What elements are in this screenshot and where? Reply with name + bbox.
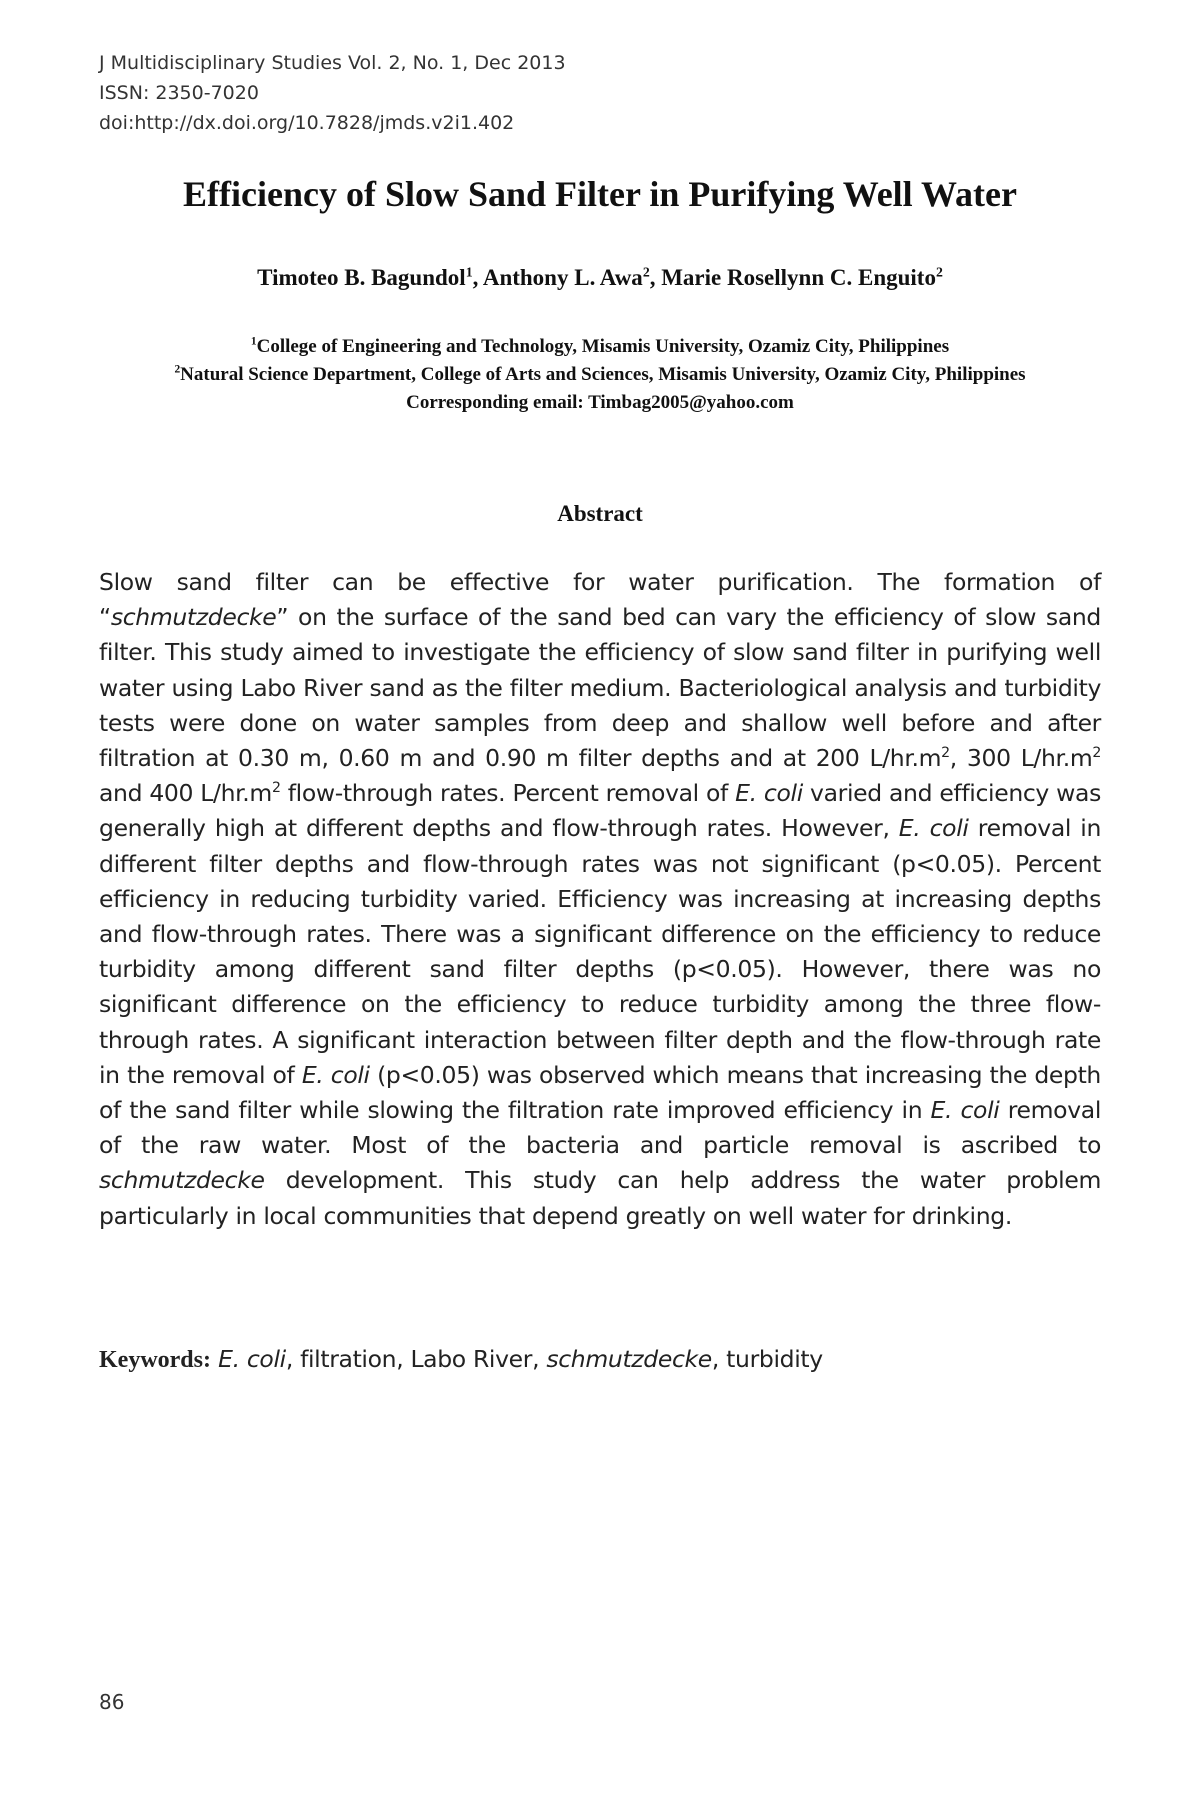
doi-link[interactable]: doi:http://dx.doi.org/10.7828/jmds.v2i1.402: [99, 112, 515, 134]
abstract-italic-term: schmutzdecke: [110, 603, 277, 632]
page-number: 86: [99, 1690, 125, 1714]
abstract-text-run: and 400 L/hr.m: [99, 779, 272, 808]
author-list: [0, 262, 1200, 294]
author-name: Anthony L. Awa: [482, 265, 643, 290]
affiliation-text: College of Engineering and Technology, Misamis University, Ozamiz City, Philippines: [256, 336, 950, 357]
abstract-italic-term: E. coli: [301, 1060, 370, 1089]
abstract-italic-term: E. coli: [930, 1096, 1000, 1125]
keyword-separator: ,: [285, 1345, 301, 1373]
keyword-separator: ,: [396, 1345, 411, 1373]
keyword-item: schmutzdecke: [546, 1345, 712, 1373]
abstract-text-run: varied and efficiency was generally high at different depths and flow-through rates. However,: [99, 779, 1101, 843]
abstract-italic-term: schmutzdecke: [99, 1166, 265, 1195]
abstract-text-run: development. This study can help address the water problem particularly in local communities that depend greatly on well water for drinking.: [99, 1166, 1101, 1230]
abstract-text-run: Slow sand filter can be effective for water purification. The formation of “: [99, 568, 1101, 632]
affiliations: [95, 333, 1105, 417]
author-2: [483, 265, 661, 290]
author-affiliation-mark: 1: [465, 264, 473, 280]
abstract-italic-term: E. coli: [735, 779, 803, 808]
author-3: [661, 265, 943, 290]
journal-citation: J Multidisciplinary Studies Vol. 2, No. 1, Dec 2013: [99, 52, 566, 74]
journal-header: [99, 48, 566, 138]
abstract-heading: Abstract: [557, 501, 643, 526]
abstract-text-run: removal of the raw water. Most of the bacteria and particle removal is ascribed to: [99, 1096, 1101, 1160]
abstract-text-run: removal in different filter depths and flow-through rates was not significant (p<0.05). Percent efficiency in reducing turbidity varied. Efficiency was increasing at increasing depths and flow-through rates. There was a significant difference on the efficiency to reduce turbidity among different sand filter depths (p<0.05). However, there was no significant difference on the efficiency to reduce turbidity among the three flow-through rates. A significant interaction between filter depth and the flow-through rate in the removal of: [99, 814, 1101, 1089]
abstract-text-run: flow-through rates. Percent removal of: [280, 779, 736, 808]
abstract-body: [99, 565, 1101, 1234]
keywords-label: Keywords:: [99, 1347, 211, 1373]
affiliation-mark: 2: [174, 363, 181, 376]
abstract-text-run: ” on the surface of the sand bed can vary the efficiency of slow sand filter. This study aimed to investigate the efficiency of slow sand filter in purifying well water using Labo River sand as the filter medium. Bacteriological analysis and turbidity tests were done on water samples from deep and shallow well before and after filtration at 0.30 m, 0.60 m and 0.90 m filter depths and at 200 L/hr.m: [99, 603, 1101, 773]
affiliation-1: [95, 333, 1105, 361]
abstract-text-run: (p<0.05) was observed which means that increasing the depth of the sand filter while slowing the filtration rate improved efficiency in: [99, 1060, 1101, 1125]
unit-superscript: 2: [271, 780, 281, 797]
author-separator: ,: [472, 265, 483, 290]
author-1: [257, 265, 483, 290]
keyword-item: E. coli: [218, 1345, 286, 1373]
keyword-separator: ,: [532, 1345, 547, 1373]
keyword-item: turbidity: [726, 1345, 823, 1373]
paper-title: Efficiency of Slow Sand Filter in Purifying Well Water: [183, 174, 1017, 214]
keywords-line: [99, 1342, 1101, 1378]
affiliation-mark: 1: [250, 335, 257, 348]
keyword-separator: ,: [711, 1345, 727, 1373]
unit-superscript: 2: [941, 745, 950, 762]
author-name: Timoteo B. Bagundol: [257, 265, 466, 290]
issn-line: ISSN: 2350-7020: [99, 82, 259, 104]
author-affiliation-mark: 2: [642, 264, 650, 280]
abstract-italic-term: E. coli: [898, 814, 969, 843]
abstract-text-run: , 300 L/hr.m: [949, 744, 1093, 773]
author-name: Marie Rosellynn C. Enguito: [661, 265, 936, 290]
unit-superscript: 2: [1092, 745, 1101, 762]
author-separator: ,: [649, 265, 662, 290]
keyword-item: filtration: [300, 1345, 397, 1373]
corresponding-email: Corresponding email: Timbag2005@yahoo.com: [406, 392, 794, 413]
author-affiliation-mark: 2: [935, 264, 943, 280]
affiliation-text: Natural Science Department, College of Arts and Sciences, Misamis University, Ozamiz City, Philippines: [180, 364, 1026, 385]
keyword-item: Labo River: [410, 1345, 533, 1373]
affiliation-2: [95, 361, 1105, 389]
